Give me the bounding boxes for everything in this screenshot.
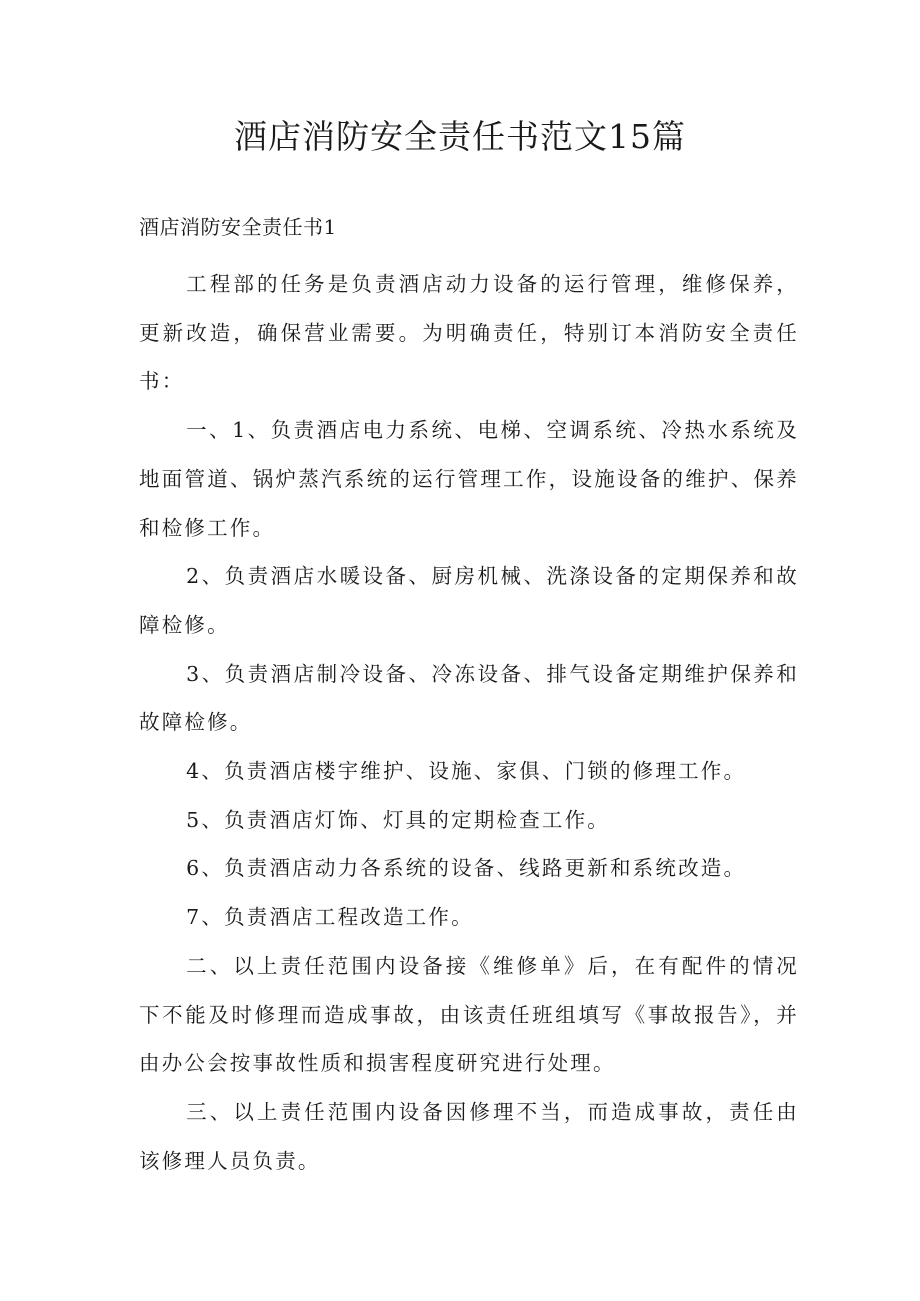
paragraph-item-5: 5、负责酒店灯饰、灯具的定期检查工作。 bbox=[186, 807, 610, 832]
document-body bbox=[139, 260, 799, 1185]
document-title: 酒店消防安全责任书范文15篇 bbox=[234, 117, 686, 156]
paragraph-intro: 工程部的任务是负责酒店动力设备的运行管理，维修保养，更新改造，确保营业需要。为明确责任，特别订本消防安全责任书： bbox=[139, 272, 799, 394]
paragraph-section-2: 二、以上责任范围内设备接《维修单》后，在有配件的情况下不能及时修理而造成事故，由该责任班组填写《事故报告》，并由办公会按事故性质和损害程度研究进行处理。 bbox=[139, 953, 799, 1076]
paragraph-item-3: 3、负责酒店制冷设备、冷冻设备、排气设备定期维护保养和故障检修。 bbox=[139, 661, 799, 735]
paragraph-item-6: 6、负责酒店动力各系统的设备、线路更新和系统改造。 bbox=[186, 856, 747, 881]
paragraph-item-1-1: 一、1、负责酒店电力系统、电梯、空调系统、冷热水系统及地面管道、锅炉蒸汽系统的运行管理工作，设施设备的维护、保养和检修工作。 bbox=[139, 418, 799, 540]
section-heading: 酒店消防安全责任书1 bbox=[139, 215, 337, 239]
paragraph-item-4: 4、负责酒店楼宇维护、设施、家俱、门锁的修理工作。 bbox=[186, 759, 747, 784]
paragraph-item-2: 2、负责酒店水暖设备、厨房机械、洗涤设备的定期保养和故障检修。 bbox=[139, 564, 799, 637]
paragraph-section-3: 三、以上责任范围内设备因修理不当，而造成事故，责任由该修理人员负责。 bbox=[139, 1099, 799, 1173]
paragraph-item-7: 7、负责酒店工程改造工作。 bbox=[186, 905, 474, 930]
